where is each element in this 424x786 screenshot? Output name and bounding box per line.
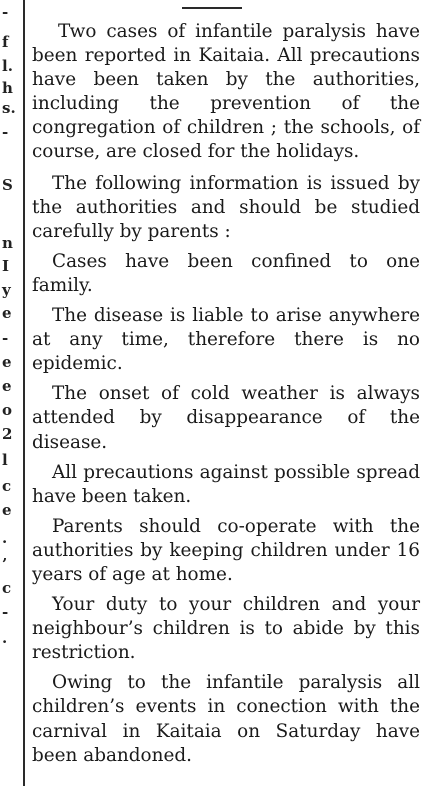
paragraph-cold-weather: The onset of cold weather is always attended by disappearance of the disease. — [32, 383, 420, 453]
fragment: . — [2, 529, 8, 547]
fragment: y — [2, 281, 11, 299]
fragment: c — [2, 477, 12, 495]
fragment: e — [2, 501, 12, 519]
paragraph-cases-confined: Cases have been confined to one family. — [32, 250, 420, 296]
paragraph-duty: Your duty to your children and your neighbour’s children is to abide by this restriction. — [32, 594, 420, 664]
paragraph-no-epidemic: The disease is liable to arise anywhere at any time, therefore there is no epidemic. — [32, 305, 420, 375]
paragraph-precautions: All precautions against possible spread have been taken. — [32, 461, 420, 507]
fragment: l. — [2, 57, 13, 75]
fragment: - — [2, 603, 9, 621]
fragment: - — [2, 3, 9, 21]
paragraph-intro: Two cases of infantile paralysis have been reported in Kaitaia. All precautions have been taken by the authorities, including the prevention of the congregation of children ; the schools, of course, are closed for the holidays. — [32, 21, 420, 163]
paragraph-parents: Parents should co-operate with the authorities by keeping children under 16 years of age at home. — [32, 515, 420, 585]
column-rule — [23, 0, 25, 786]
fragment: I — [2, 257, 10, 275]
article-body — [32, 20, 420, 774]
fragment: e — [2, 304, 12, 322]
fragment: - — [2, 123, 9, 141]
fragment: . — [2, 629, 8, 647]
fragment: ’ — [2, 555, 8, 573]
fragment: e — [2, 353, 12, 371]
fragment: 2 — [2, 425, 13, 443]
fragment: f — [2, 33, 9, 51]
adjacent-column-fragments — [0, 0, 22, 786]
fragment: S — [2, 176, 13, 194]
fragment: l — [2, 451, 8, 469]
fragment: o — [2, 401, 13, 419]
fragment: e — [2, 377, 12, 395]
fragment: c — [2, 579, 12, 597]
fragment: n — [2, 234, 13, 252]
fragment: - — [2, 329, 9, 347]
paragraph-carnival: Owing to the infantile paralysis all children’s events in conection with the carnival in Kaitaia on Saturday have been abandoned. — [32, 672, 420, 766]
paragraph-information: The following information is issued by the authorities and should be studied carefully by parents : — [32, 172, 420, 242]
fragment: s. — [2, 99, 16, 117]
fragment: h — [2, 79, 13, 97]
section-rule — [182, 7, 242, 9]
